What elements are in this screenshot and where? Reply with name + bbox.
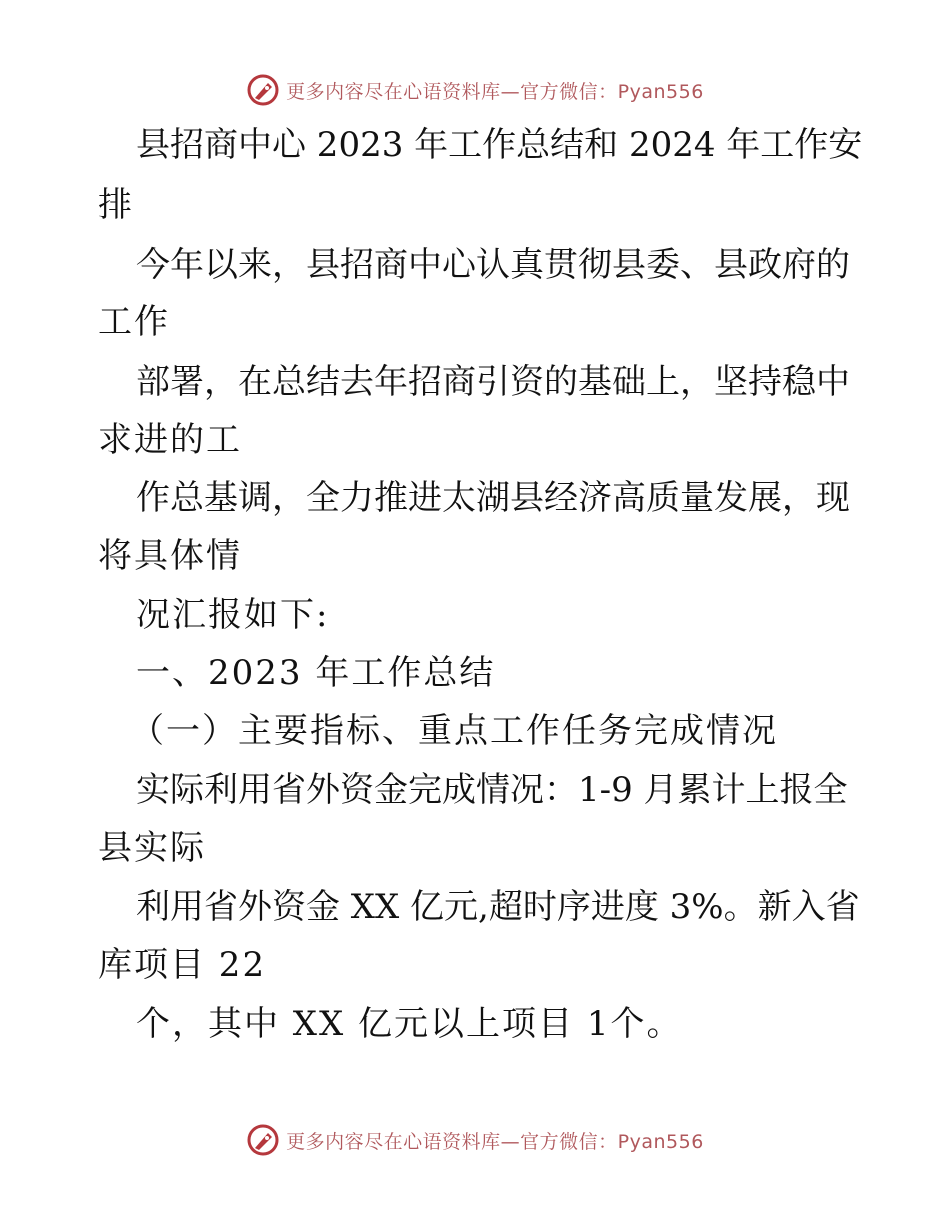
doc-title-line-2: 排 — [98, 185, 134, 225]
paragraph-line: 部署，在总结去年招商引资的基础上，坚持稳中 — [136, 362, 850, 402]
paragraph-line: 将具体情 — [98, 536, 242, 576]
paragraph-line: 求进的工 — [98, 420, 242, 460]
paragraph-line: 作总基调，全力推进太湖县经济高质量发展，现 — [136, 478, 850, 518]
paragraph-line: 工作 — [98, 302, 170, 342]
paragraph-line: 利用省外资金 XX 亿元,超时序进度 3%。新入省 — [136, 887, 860, 927]
pen-nib-logo-icon — [246, 1123, 280, 1157]
footer-banner — [0, 1120, 950, 1160]
section-heading: 一、2023 年工作总结 — [136, 653, 496, 693]
paragraph-line: 况汇报如下: — [136, 595, 330, 635]
footer-banner-text: 更多内容尽在心语资料库—官方微信：Pyan556 — [286, 1130, 704, 1153]
paragraph-line: 今年以来，县招商中心认真贯彻县委、县政府的 — [136, 245, 850, 285]
paragraph-line: 县实际 — [98, 828, 206, 868]
doc-title-line-1: 县招商中心 2023 年工作总结和 2024 年工作安 — [136, 125, 863, 165]
subsection-heading: （一）主要指标、重点工作任务完成情况 — [130, 711, 778, 751]
paragraph-line: 库项目 22 — [98, 945, 267, 985]
paragraph-line: 实际利用省外资金完成情况：1-9 月累计上报全 — [136, 770, 848, 810]
paragraph-line: 个，其中 XX 亿元以上项目 1个。 — [136, 1004, 683, 1044]
header-banner-text: 更多内容尽在心语资料库—官方微信：Pyan556 — [286, 80, 704, 103]
